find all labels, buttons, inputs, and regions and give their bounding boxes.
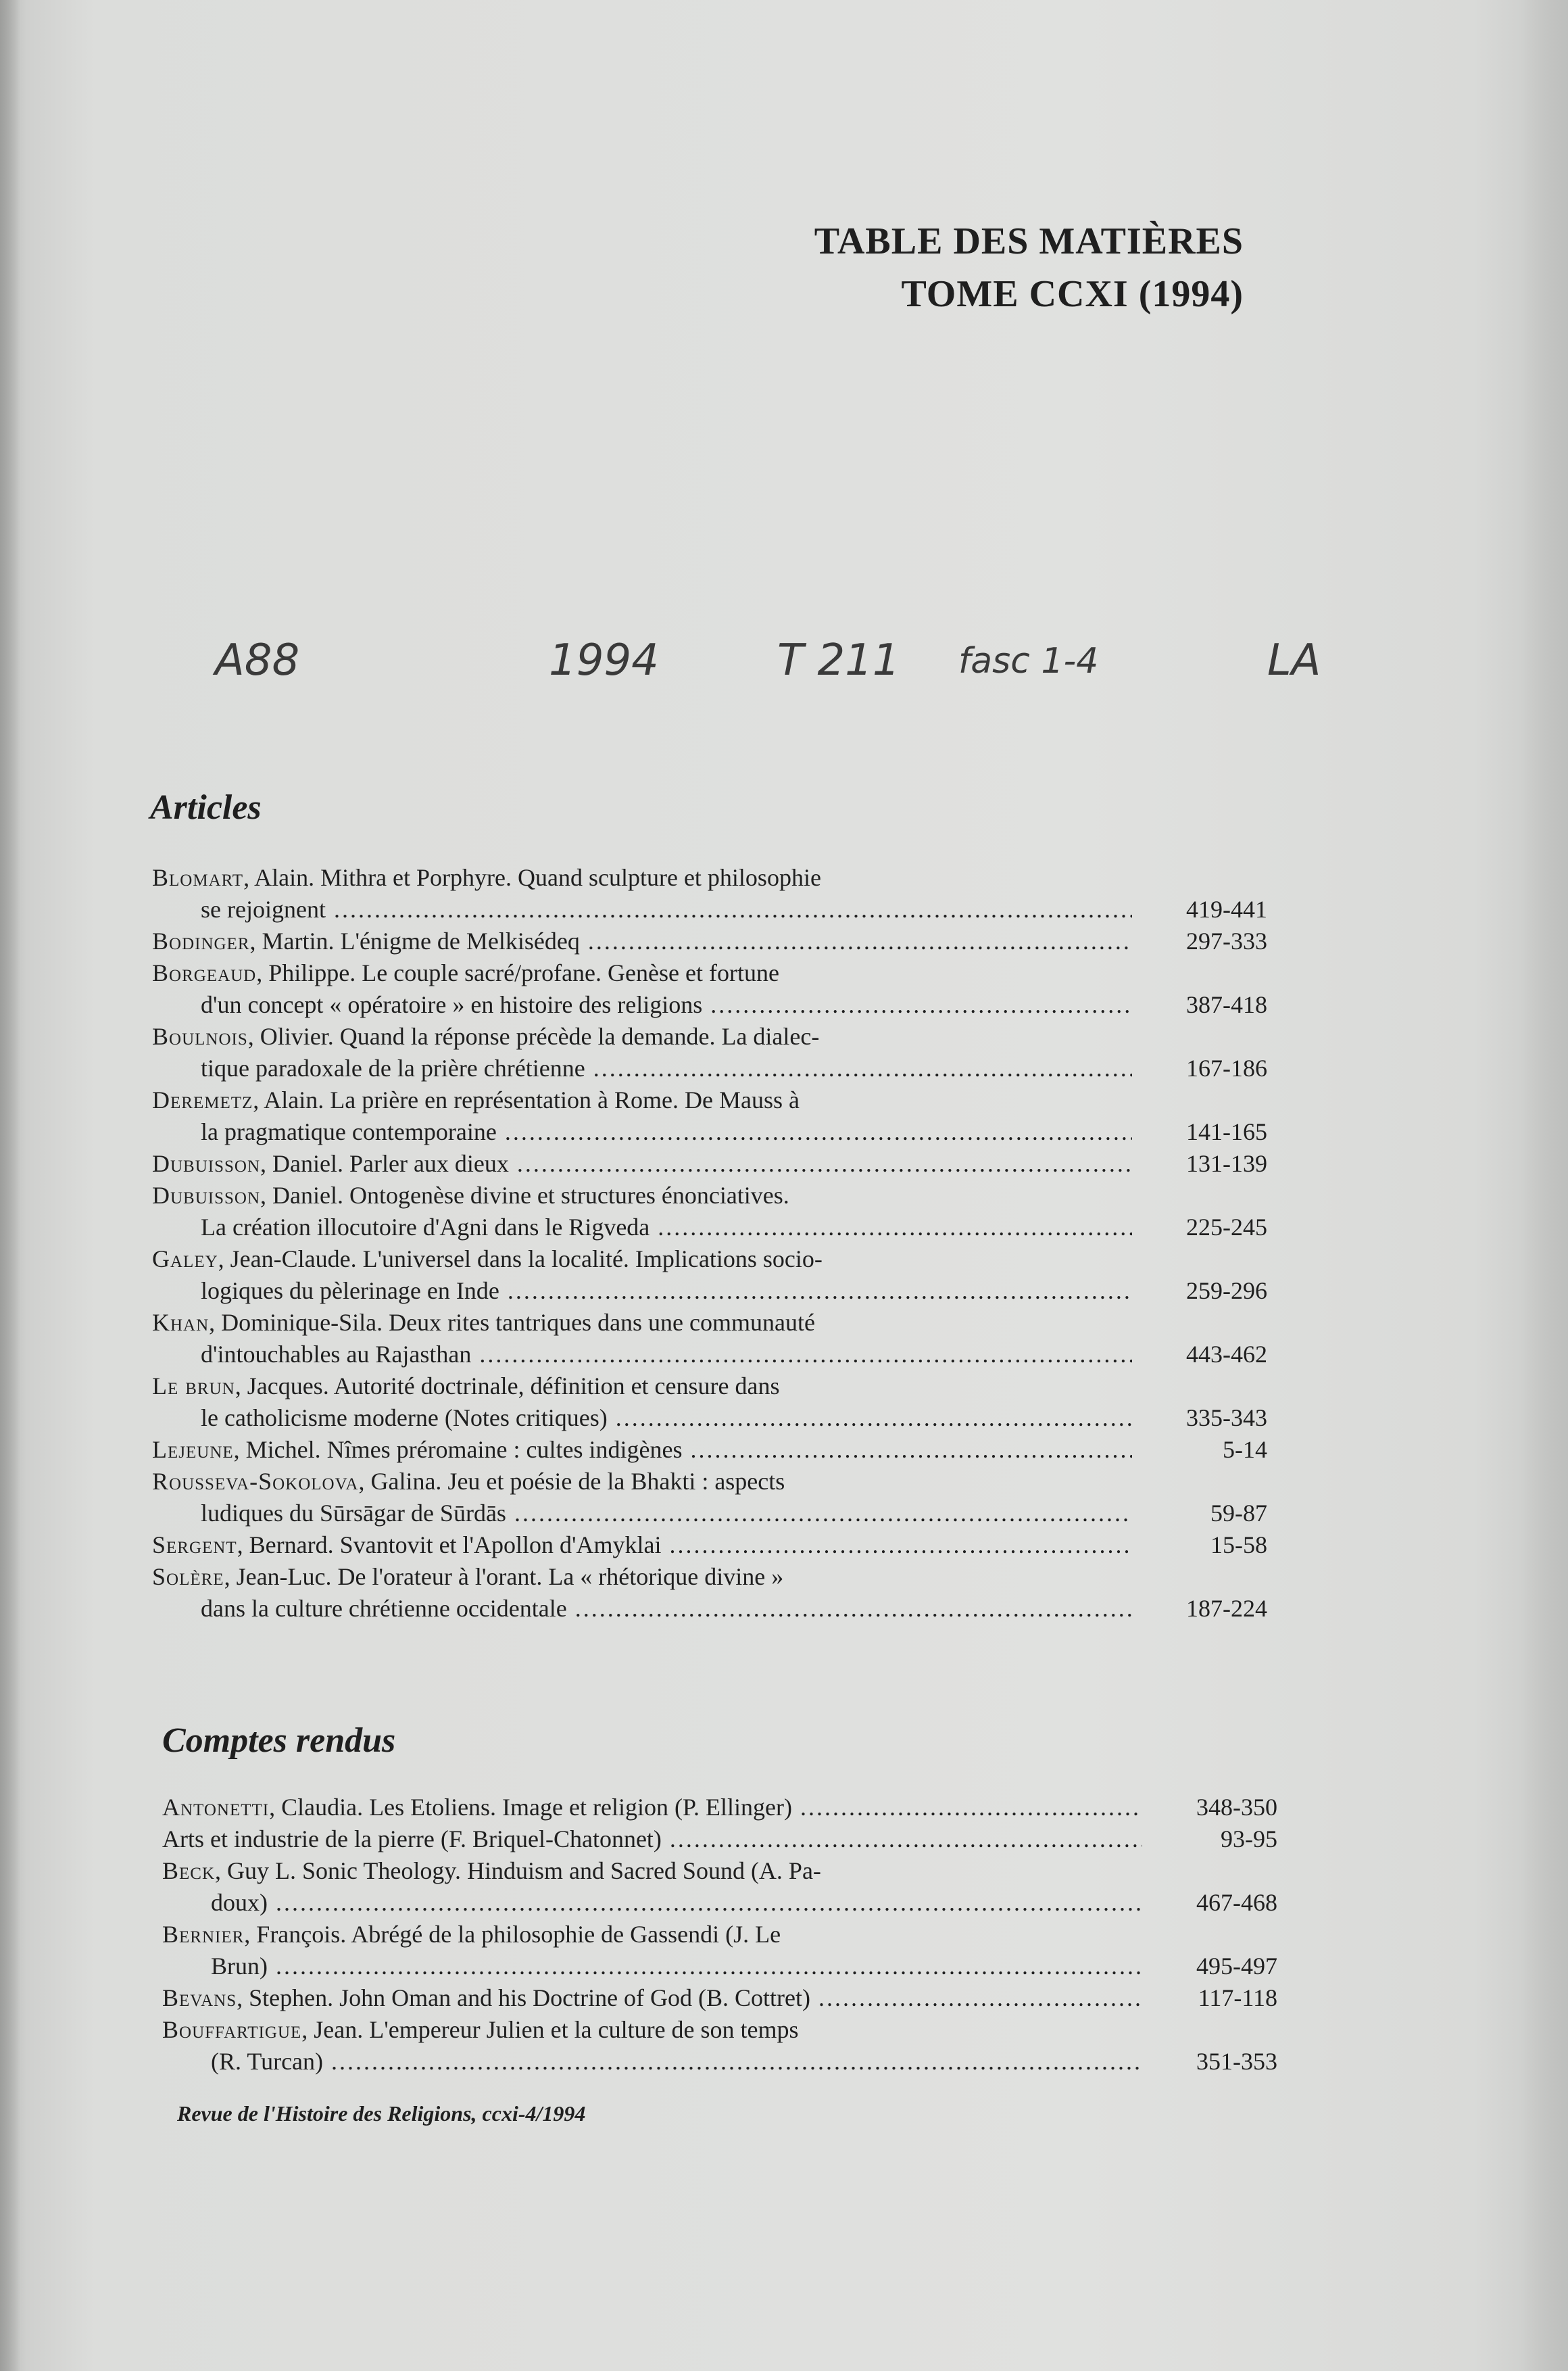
comptes-rendus-list [162, 1792, 1277, 2078]
toc-title: , Michel. Nîmes préromaine : cultes indigènes [233, 1436, 683, 1463]
toc-title: , Jean-Claude. L'universel dans la localité. Implications socio- [218, 1245, 823, 1272]
toc-title: , Jean-Luc. De l'orateur à l'orant. La « rhétorique divine » [224, 1563, 784, 1590]
handwritten-mark-5: LA [1267, 636, 1321, 686]
toc-entry-text [152, 1561, 1132, 1593]
journal-footer: Revue de l'Histoire des Religions, ccxi-4/1994 [177, 2101, 586, 2126]
toc-page-range: 5-14 [1223, 1436, 1267, 1463]
toc-entry [152, 862, 1267, 926]
handwritten-mark-4: fasc 1-4 [958, 641, 1099, 681]
toc-title-continuation: ludiques du Sūrsāgar de Sūrdās ..... [152, 1498, 1132, 1529]
toc-entry [152, 1148, 1267, 1180]
toc-entry [162, 1919, 1277, 1982]
toc-entry [152, 1434, 1267, 1466]
toc-title-continuation: logiques du pèlerinage en Inde ..... [152, 1275, 1132, 1307]
toc-entry-text [162, 1855, 1142, 1887]
toc-title: , Alain. La prière en représentation à Rome. De Mauss à [253, 1086, 800, 1113]
toc-title-continuation: tique paradoxale de la prière chrétienne ..... [152, 1053, 1132, 1084]
toc-entry-text [152, 1466, 1132, 1498]
toc-entry [162, 1792, 1277, 1823]
toc-entry-text [152, 1434, 1132, 1466]
toc-entry-text [152, 1307, 1132, 1339]
toc-page-range: 351-353 [1196, 2048, 1277, 2075]
toc-page-range: 131-139 [1186, 1150, 1267, 1177]
toc-entry [162, 1855, 1277, 1919]
toc-entry-text [152, 1021, 1132, 1053]
toc-entry-text [152, 1370, 1132, 1402]
toc-entry [152, 1180, 1267, 1243]
toc-entry-text [152, 957, 1132, 989]
toc-page-range: 443-462 [1186, 1341, 1267, 1368]
handwritten-mark-3: T 211 [777, 636, 900, 686]
toc-entry-text [162, 1823, 1142, 1855]
toc-entry-text [152, 926, 1132, 957]
toc-author: Bernier [162, 1921, 245, 1948]
toc-entry [152, 926, 1267, 957]
toc-page-range: 167-186 [1186, 1055, 1267, 1082]
title-line-1: TABLE DES MATIÈRES [814, 220, 1244, 262]
toc-page-range: 15-58 [1210, 1531, 1267, 1558]
toc-page-range: 297-333 [1186, 928, 1267, 955]
toc-entry-text [152, 1148, 1132, 1180]
toc-title-continuation: d'un concept « opératoire » en histoire des religions ..... [152, 989, 1132, 1021]
toc-author: Rousseva-Sokolova [152, 1468, 359, 1495]
toc-title-continuation: dans la culture chrétienne occidentale ..... [152, 1593, 1132, 1625]
toc-author: Deremetz [152, 1086, 253, 1113]
toc-entry [152, 1529, 1267, 1561]
toc-page-range: 335-343 [1186, 1404, 1267, 1431]
toc-entry-text [152, 1180, 1132, 1212]
handwritten-mark-2: 1994 [549, 636, 659, 686]
toc-page-range: 495-497 [1196, 1953, 1277, 1980]
toc-entry [152, 1243, 1267, 1307]
toc-title: , François. Abrégé de la philosophie de Gassendi (J. Le [244, 1921, 781, 1948]
toc-entry-text [152, 1084, 1132, 1116]
toc-entry [152, 1466, 1267, 1529]
toc-title-continuation: La création illocutoire d'Agni dans le Rigveda ..... [152, 1212, 1132, 1243]
toc-title: , Philippe. Le couple sacré/profane. Genèse et fortune [256, 959, 779, 986]
articles-heading: Articles [150, 788, 262, 827]
comptes-rendus-heading: Comptes rendus [162, 1721, 396, 1760]
toc-title: , Daniel. Parler aux dieux [260, 1150, 509, 1177]
toc-title: , Dominique-Sila. Deux rites tantriques dans une communauté [209, 1309, 815, 1336]
toc-page-range: 59-87 [1210, 1500, 1267, 1527]
toc-title: , Galina. Jeu et poésie de la Bhakti : aspects [358, 1468, 785, 1495]
toc-entry [152, 1370, 1267, 1434]
toc-entry-text [152, 1243, 1132, 1275]
toc-author: Borgeaud [152, 959, 257, 986]
toc-page-range: 117-118 [1198, 1984, 1277, 2011]
toc-author: Dubuisson [152, 1150, 261, 1177]
page-title [814, 215, 1244, 320]
toc-entry [152, 1561, 1267, 1625]
toc-title-continuation: (R. Turcan) ..... [162, 2046, 1142, 2078]
toc-entry-text [162, 2014, 1142, 2046]
toc-entry [152, 957, 1267, 1021]
articles-list [152, 862, 1267, 1625]
toc-entry [162, 2014, 1277, 2078]
toc-title: , Jacques. Autorité doctrinale, définition et censure dans [235, 1372, 780, 1399]
toc-entry [152, 1084, 1267, 1148]
toc-entry [162, 1823, 1277, 1855]
toc-author: Beck [162, 1857, 216, 1884]
toc-title: , Olivier. Quand la réponse précède la demande. La dialec- [247, 1023, 820, 1050]
toc-title: , Jean. L'empereur Julien et la culture de son temps [301, 2016, 799, 2043]
toc-entry-text [162, 1792, 1142, 1823]
toc-page-range: 141-165 [1186, 1118, 1267, 1145]
toc-author: Bodinger [152, 928, 250, 955]
book-spine-shadow [0, 0, 20, 2371]
toc-entry-text [162, 1919, 1142, 1950]
toc-author: Khan [152, 1309, 210, 1336]
toc-page-range: 467-468 [1196, 1889, 1277, 1916]
toc-title: , Daniel. Ontogenèse divine et structures énonciatives. [260, 1182, 789, 1209]
toc-entry [152, 1021, 1267, 1084]
toc-author: Lejeune [152, 1436, 234, 1463]
toc-entry-text [152, 1529, 1132, 1561]
toc-author: Blomart [152, 864, 244, 891]
toc-title: , Stephen. John Oman and his Doctrine of God (B. Cottret) [237, 1984, 811, 2011]
toc-author: Solère [152, 1563, 224, 1590]
title-line-2: TOME CCXI (1994) [901, 273, 1244, 315]
toc-page-range: 348-350 [1196, 1794, 1277, 1821]
toc-entry-text [162, 1982, 1142, 2014]
toc-page-range: 225-245 [1186, 1214, 1267, 1241]
toc-author: Boulnois [152, 1023, 248, 1050]
toc-entry [162, 1982, 1277, 2014]
toc-title: , Alain. Mithra et Porphyre. Quand sculpture et philosophie [243, 864, 821, 891]
toc-page-range: 387-418 [1186, 991, 1267, 1018]
toc-title-continuation: doux) ..... [162, 1887, 1142, 1919]
toc-title: , Claudia. Les Etoliens. Image et religion (P. Ellinger) [269, 1794, 792, 1821]
toc-entry-text [152, 862, 1132, 894]
toc-author: Galey [152, 1245, 218, 1272]
toc-title-continuation: Brun) ..... [162, 1950, 1142, 1982]
handwritten-mark-1: A88 [215, 636, 300, 686]
toc-author: Bevans [162, 1984, 237, 2011]
page-edge-shadow [1521, 0, 1568, 2371]
toc-author: Le brun [152, 1372, 235, 1399]
toc-page-range: 187-224 [1186, 1595, 1267, 1622]
toc-title: , Bernard. Svantovit et l'Apollon d'Amyklai [237, 1531, 662, 1558]
toc-title-continuation: la pragmatique contemporaine ..... [152, 1116, 1132, 1148]
toc-author: Antonetti [162, 1794, 270, 1821]
toc-entry [152, 1307, 1267, 1370]
toc-title: , Martin. L'énigme de Melkisédeq [249, 928, 580, 955]
toc-title-continuation: d'intouchables au Rajasthan ..... [152, 1339, 1132, 1370]
toc-page-range: 93-95 [1221, 1825, 1277, 1852]
toc-title-continuation: le catholicisme moderne (Notes critiques) ..... [152, 1402, 1132, 1434]
toc-title-continuation: se rejoignent ..... [152, 894, 1132, 926]
toc-page-range: 259-296 [1186, 1277, 1267, 1304]
toc-page-range: 419-441 [1186, 896, 1267, 923]
toc-author: Bouffartigue [162, 2016, 302, 2043]
handwritten-annotation [0, 636, 1568, 703]
toc-title: Arts et industrie de la pierre (F. Briquel-Chatonnet) [162, 1825, 662, 1852]
toc-author: Sergent [152, 1531, 237, 1558]
toc-title: , Guy L. Sonic Theology. Hinduism and Sacred Sound (A. Pa- [215, 1857, 821, 1884]
toc-author: Dubuisson [152, 1182, 261, 1209]
